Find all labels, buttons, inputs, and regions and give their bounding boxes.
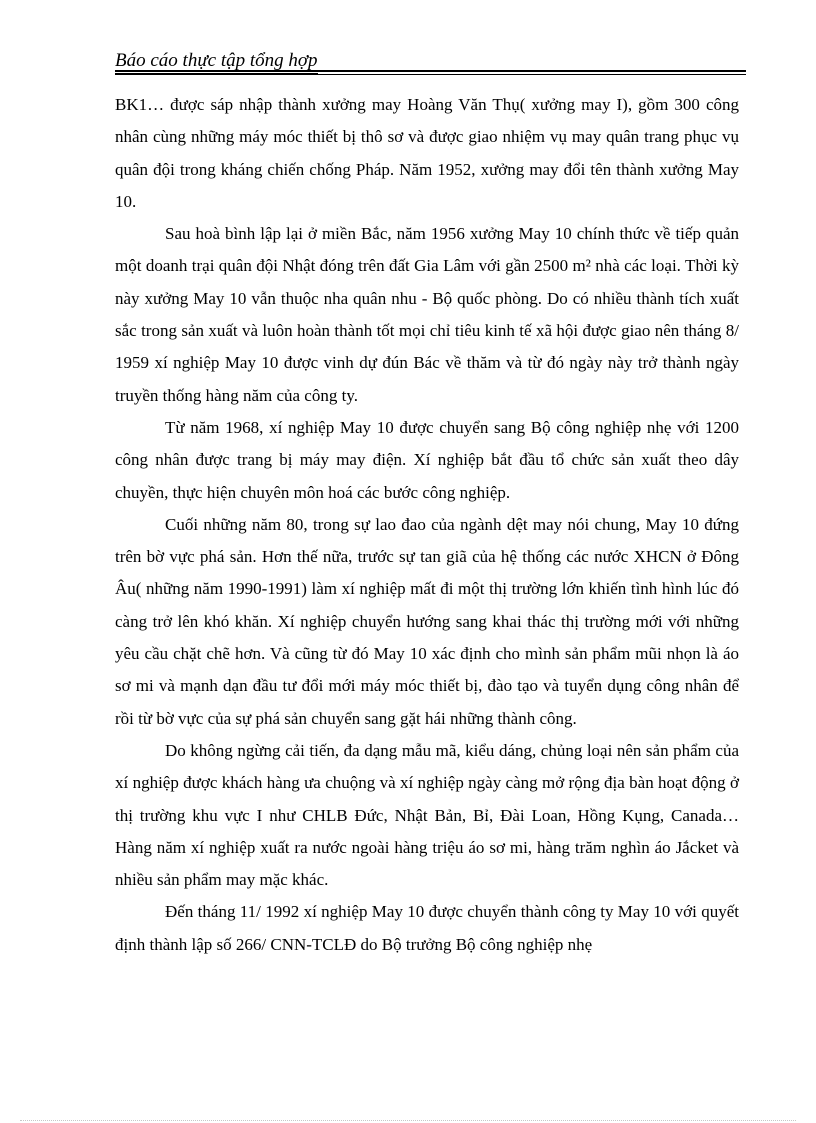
paragraph: Cuối những năm 80, trong sự lao đao của ngành dệt may nói chung, May 10 đứng trên bờ vực phá sản. Hơn thế nữa, trước sự tan giã của hệ thống các nước XHCN ở Đông Âu( những năm 1990-1991) làm xí nghiệp mất đi một thị trường lớn khiến tình hình lúc đó càng trở lên khó khăn. Xí nghiệp chuyển hướng sang khai thác thị trường mới với những yêu cầu chặt chẽ hơn. Và cũng từ đó May 10 xác định cho mình sản phẩm mũi nhọn là áo sơ mi và mạnh dạn đầu tư đổi mới máy móc thiết bị, đào tạo và tuyển dụng công nhân để rồi từ bờ vực của sự phá sản chuyển sang gặt hái những thành công.	[115, 514, 739, 728]
paragraph: Đến tháng 11/ 1992 xí nghiệp May 10 được chuyển thành công ty May 10 với quyết định thành lập số 266/ CNN-TCLĐ do Bộ trưởng Bộ công nghiệp nhẹ	[115, 902, 739, 954]
paragraph: Từ năm 1968, xí nghiệp May 10 được chuyển sang Bộ công nghiệp nhẹ với 1200 công nhân được trang bị máy may điện. Xí nghiệp bắt đầu tổ chức sản xuất theo dây chuyền, thực hiện chuyên môn hoá các bước công nghiệp.	[115, 417, 739, 502]
document-body	[115, 89, 739, 961]
paragraph: BK1… được sáp nhập thành xưởng may Hoàng Văn Thụ( xưởng may I), gồm 300 công nhân cùng những máy móc thiết bị thô sơ và được giao nhiệm vụ may quân trang phục vụ quân đội trong kháng chiến chống Pháp. Năm 1952, xưởng may đổi tên thành xưởng May 10.	[115, 95, 739, 211]
paragraph: Sau hoà bình lập lại ở miền Bắc, năm 1956 xưởng May 10 chính thức về tiếp quản một doanh trại quân đội Nhật đóng trên đất Gia Lâm với gần 2500 m² nhà các loại. Thời kỳ này xưởng May 10 vẫn thuộc nha quân nhu - Bộ quốc phòng. Do có nhiều thành tích xuất sắc trong sản xuất và luôn hoàn thành tốt mọi chỉ tiêu kinh tế xã hội được giao nên tháng 8/ 1959 xí nghiệp May 10 được vinh dự đún Bác về thăm và từ đó ngày này trở thành ngày truyền thống hàng năm của công ty.	[115, 224, 739, 405]
header-rule-thick	[115, 70, 746, 72]
header-title: Báo cáo thực tập tổng hợp	[115, 49, 318, 74]
header-rule-thin	[115, 74, 746, 75]
paragraph: Do không ngừng cải tiến, đa dạng mẫu mã, kiểu dáng, chủng loại nên sản phẩm của xí nghiệp được khách hàng ưa chuộng và xí nghiệp ngày càng mở rộng địa bàn hoạt động ở thị trường khu vực I như CHLB Đức, Nhật Bản, Bỉ, Đài Loan, Hồng Kụng, Canada… Hàng năm xí nghiệp xuất ra nước ngoài hàng triệu áo sơ mi, hàng trăm nghìn áo Jắcket và nhiều sản phẩm may mặc khác.	[115, 740, 739, 890]
page-bottom-border	[20, 1120, 796, 1121]
